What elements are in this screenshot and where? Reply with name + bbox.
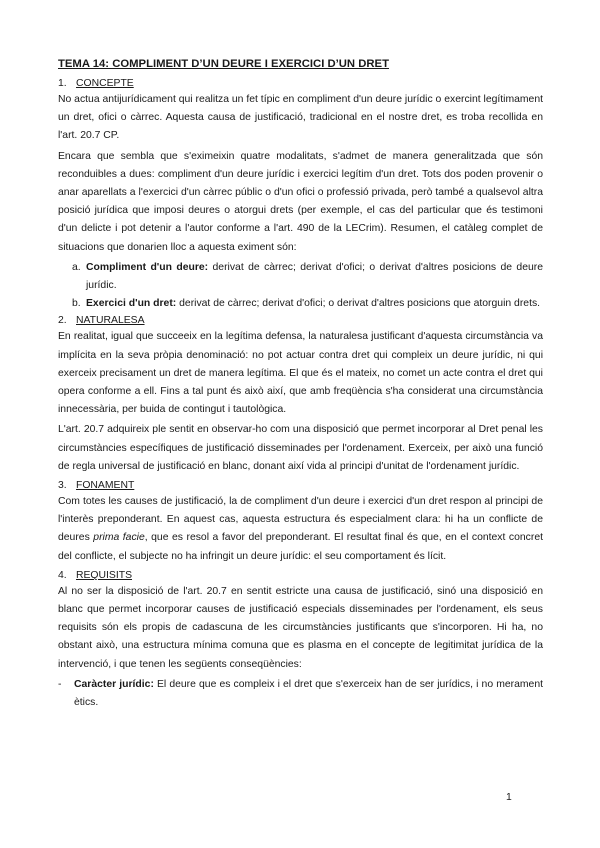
document-title: TEMA 14: COMPLIMENT D’UN DEURE I EXERCICI D’UN DRET <box>58 58 389 70</box>
modalities-list <box>58 259 543 314</box>
requirements-list <box>58 676 543 712</box>
page-number: 1 <box>506 792 512 803</box>
paragraph <box>58 493 543 566</box>
paragraph-text: , que es resol a favor del preponderant. El resultat final és que, en el context concret del conflicte, el subjecte no ha infringit un deure jurídic: el seu comportament és lícit. <box>58 532 543 562</box>
section-requisits <box>58 568 543 712</box>
paragraph: Encara que sembla que s'eximeixin quatre modalitats, s'admet de manera generalitzada que són reconduibles a dues: compliment d'un deure jurídic i exercici legítim d'un dret. Tots dos poden provenir o anar aparellats a l'exercici d'un càrrec públic o d'un ofici o professió privada, però també a qualsevol altra posició jurídica que imposi deures o atorgui drets (per exemple, el cas del particular que és testimoni d'un delicte i pot detenir a l'autor conforme a l'art. 490 de la LECrim). Resumen, el catàleg complet de situacions que donarien lloc a aquesta eximent són: <box>58 150 543 253</box>
section-heading-text: NATURALESA <box>76 315 145 327</box>
list-marker: - <box>58 678 62 690</box>
section-heading-text: REQUISITS <box>76 569 133 581</box>
section-concepte <box>58 76 543 313</box>
paragraph: L'art. 20.7 adquireix ple sentit en observar-ho com una disposició que permet incorporar al Dret penal les circumstàncies específiques de justificació disseminades per l'ordenament. Exerceix, per això una funció de regla universal de justificació en blanc, donant així vida al principi d'unitat de l'ordenament jurídic. <box>58 424 543 472</box>
list-item-term: Compliment d'un deure: <box>86 261 209 273</box>
section-number: 4. <box>58 569 67 581</box>
paragraph: No actua antijurídicament qui realitza un fet típic en compliment d'un deure jurídic o exercint legítimament un dret, ofici o càrrec. Aquesta causa de justificació, tradicional en el nostre dret, es troba recollida en l'art. 20.7 CP. <box>58 94 543 142</box>
list-marker: b. <box>72 298 81 310</box>
section-number: 3. <box>58 480 67 492</box>
section-heading-text: CONCEPTE <box>76 78 134 89</box>
paragraph: En realitat, igual que succeeix en la legítima defensa, la naturalesa justificant d'aquesta circumstància va implícita en la seva pròpia denominació: no pot actuar contra dret qui compleix un deure jurídic, ni qui exerceix precisament un dret de manera legítima. El que és el mateix, no comet un acte contra el dret qui opera conforme a ell. Fins a tal punt és això així, que amb freqüència s'ha considerat una circumstància innecessària, per buida de contingut i tautològica. <box>58 331 543 416</box>
list-item-text: derivat de càrrec; derivat d'ofici; o derivat d'altres posicions de deure jurídic. <box>86 261 543 292</box>
list-item-term: Caràcter jurídic: <box>74 678 154 690</box>
section-heading-text: FONAMENT <box>76 480 135 492</box>
list-item <box>58 676 543 712</box>
section-heading <box>58 76 543 91</box>
list-marker: a. <box>72 261 81 273</box>
section-number: 2. <box>58 315 67 327</box>
list-item-text: El deure que es compleix i el dret que s'exerceix han de ser jurídics, i no merament ètics. <box>74 678 543 709</box>
section-heading <box>58 568 543 583</box>
paragraph-italic-term: prima facie <box>93 532 145 544</box>
list-item <box>72 295 543 313</box>
list-item-text: derivat de càrrec; derivat d'ofici; o derivat d'altres posicions que atorguin drets. <box>176 298 541 310</box>
paragraph-text: Com totes les causes de justificació, la de compliment d'un deure i exercici d'un dret respon al principi de l'interès preponderant. En aquest cas, aquesta estructura és especialment clara: hi ha un conflicte de deures <box>58 496 543 544</box>
section-fonament <box>58 478 543 566</box>
section-heading <box>58 478 543 493</box>
list-item <box>72 259 543 295</box>
list-item-term: Exercici d'un dret: <box>86 298 177 310</box>
paragraph: Al no ser la disposició de l'art. 20.7 en sentit estricte una causa de justificació, sinó una disposició en blanc que permet incorporar causes de justificació especials disseminades per l'ordenament, els seus requisits són els propis de cadascuna de les circumstàncies justificants que s'incorporen. Hi ha, no obstant això, una estructura mínima comuna que es plasma en el concepte de legitimitat jurídica de la intervenció, i que tenen les següents conseqüències: <box>58 585 543 670</box>
section-heading <box>58 313 543 328</box>
section-number: 1. <box>58 78 67 89</box>
document-page <box>58 56 543 712</box>
section-naturalesa <box>58 313 543 476</box>
